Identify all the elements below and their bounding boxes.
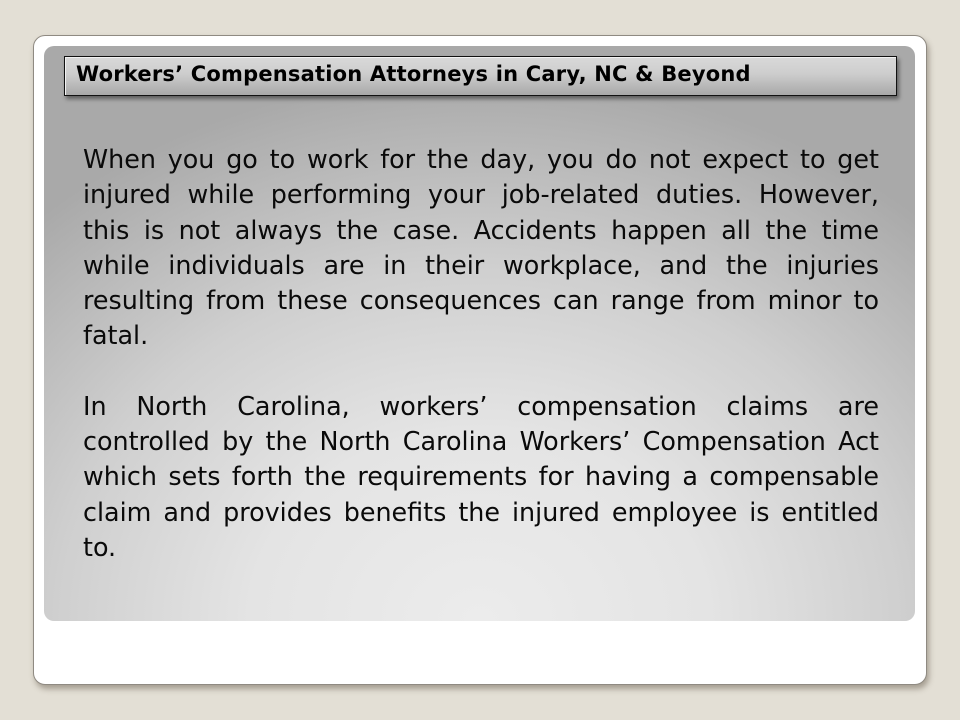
body-paragraph-2: In North Carolina, workers’ compensation claims are controlled by the North Carolina Workers’ Compensation Act which sets forth the requirements for having a compensable claim and provides benefits the injured employee is entitled to. (83, 390, 879, 562)
slide-title: Workers’ Compensation Attorneys in Cary, NC & Beyond (76, 62, 751, 86)
slide-body (83, 142, 879, 600)
slide-title-box (64, 56, 897, 96)
body-paragraph-1: When you go to work for the day, you do not expect to get injured while performing your job-related duties. However, this is not always the case. Accidents happen all the time while individuals are in their workplace, and the injuries resulting from these consequences can range from minor to fatal. (83, 144, 879, 351)
